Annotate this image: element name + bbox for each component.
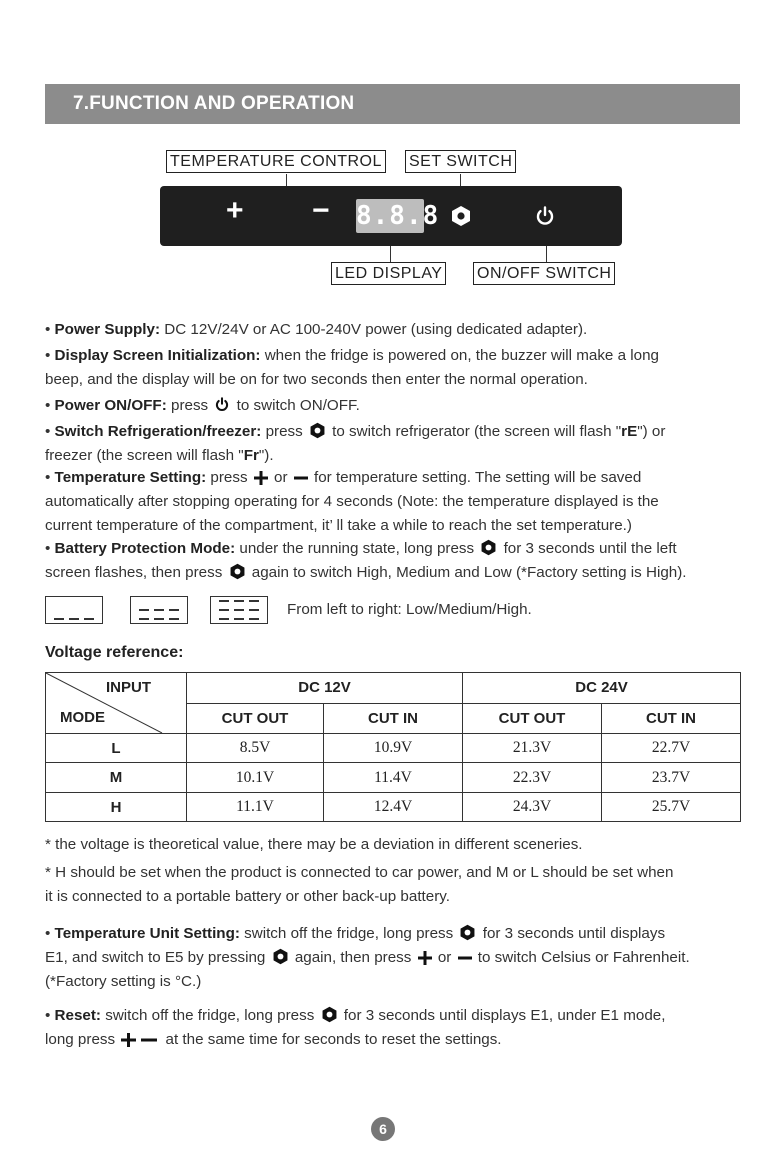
value-cell: 8.5V <box>187 734 324 763</box>
gear-icon <box>309 422 326 439</box>
level-low-indicator <box>45 596 103 624</box>
value-cell: 12.4V <box>324 793 463 822</box>
leader-line <box>286 174 287 186</box>
item-title: Display Screen Initialization <box>54 347 256 364</box>
plus-icon <box>418 951 432 965</box>
note-voltage: * the voltage is theoretical value, there may be a deviation in different sceneries. <box>45 836 583 853</box>
item-display-init: • Display Screen Initialization: when the fridge is powered on, the buzzer will make a long beep, and the display will be on for two seconds then enter the normal operation. <box>45 347 659 388</box>
power-icon <box>534 205 556 227</box>
item-title: Power Supply <box>54 321 155 338</box>
gear-icon <box>229 563 246 580</box>
gear-icon <box>272 948 289 965</box>
item-unit-setting: • Temperature Unit Setting: switch off the fridge, long press for 3 seconds until displays E1, and switch to E5 by pressing again, then press or to switch Celsius or Fahrenheit. (*Factory setting is °C.) <box>45 925 690 990</box>
item-temperature-setting: • Temperature Setting: press or for temperature setting. The setting will be saved automatically after stopping operating for 4 seconds (Note: the temperature displayed is the current temperature of the compartment, it’ ll take a while to reach the set temperature.) <box>45 469 659 534</box>
group-dc24: DC 24V <box>463 673 741 704</box>
label-led-display: LED DISPLAY <box>331 262 446 285</box>
subheader-cell: CUT IN <box>324 703 463 734</box>
header-mode: MODE <box>60 709 105 726</box>
leader-line <box>460 174 461 186</box>
group-dc12: DC 12V <box>187 673 463 704</box>
table-row <box>46 734 741 763</box>
value-cell: 25.7V <box>602 793 741 822</box>
value-cell: 11.4V <box>324 763 463 793</box>
item-switch-mode: • Switch Refrigeration/freezer: press to switch refrigerator (the screen will flash "rE") or freezer (the screen will flash "Fr"). <box>45 423 666 464</box>
plus-icon <box>254 471 268 485</box>
item-title: Power ON/OFF <box>54 397 162 414</box>
minus-icon: − <box>312 194 330 227</box>
label-on-off-switch: ON/OFF SWITCH <box>473 262 615 285</box>
section-title: 7.FUNCTION AND OPERATION <box>73 93 355 114</box>
plus-icon: + <box>226 194 244 227</box>
value-cell: 11.1V <box>187 793 324 822</box>
minus-icon <box>294 471 308 485</box>
mode-cell: L <box>46 734 187 763</box>
subheader-cell: CUT OUT <box>187 703 324 734</box>
item-reset: • Reset: switch off the fridge, long press for 3 seconds until displays E1, under E1 mode, long press at the same time for seconds to reset the settings. <box>45 1007 666 1048</box>
mode-cell: H <box>46 793 187 822</box>
input-mode-header <box>46 673 187 734</box>
item-title: Switch Refrigeration/freezer: <box>54 423 262 440</box>
section-banner <box>45 84 740 124</box>
levels-caption: From left to right: Low/Medium/High. <box>287 601 532 618</box>
gear-icon <box>480 539 497 556</box>
value-cell: 22.3V <box>463 763 602 793</box>
item-title: Temperature Unit Setting <box>54 925 235 942</box>
mode-cell: M <box>46 763 187 793</box>
table-row <box>46 793 741 822</box>
level-high-indicator <box>210 596 268 624</box>
gear-icon <box>459 924 476 941</box>
item-title: Temperature Setting <box>54 469 202 486</box>
label-set-switch: SET SWITCH <box>405 150 516 173</box>
note-mode-usage: * H should be set when the product is connected to car power, and M or L should be set when it is connected to a portable battery or other back-up battery. <box>45 864 674 905</box>
leader-line <box>390 246 391 262</box>
value-cell: 22.7V <box>602 734 741 763</box>
minus-icon <box>458 951 472 965</box>
voltage-heading: Voltage reference: <box>45 644 184 661</box>
item-title: Reset <box>54 1007 96 1024</box>
power-icon <box>214 396 230 413</box>
led-display: 8.8.8 <box>356 201 440 231</box>
item-power-onoff: • Power ON/OFF: press to switch ON/OFF. <box>45 397 360 414</box>
value-cell: 21.3V <box>463 734 602 763</box>
item-title: Battery Protection Mode <box>54 540 231 557</box>
value-cell: 24.3V <box>463 793 602 822</box>
label-temperature-control: TEMPERATURE CONTROL <box>166 150 386 173</box>
table-header-row <box>46 673 741 704</box>
value-cell: 23.7V <box>602 763 741 793</box>
value-cell: 10.9V <box>324 734 463 763</box>
plus-minus-icon <box>121 1033 159 1047</box>
item-power-supply: • Power Supply: DC 12V/24V or AC 100-240V power (using dedicated adapter). <box>45 321 588 338</box>
voltage-table <box>45 672 741 822</box>
item-battery-protection: • Battery Protection Mode: under the running state, long press for 3 seconds until the left screen flashes, then press again to switch High, Medium and Low (*Factory setting is High). <box>45 540 687 581</box>
value-cell: 10.1V <box>187 763 324 793</box>
page-number: 6 <box>371 1117 395 1141</box>
subheader-cell: CUT IN <box>602 703 741 734</box>
level-medium-indicator <box>130 596 188 624</box>
control-panel <box>160 186 622 246</box>
header-input: INPUT <box>106 679 151 696</box>
subheader-cell: CUT OUT <box>463 703 602 734</box>
table-row <box>46 763 741 793</box>
gear-icon <box>450 205 472 227</box>
gear-icon <box>321 1006 338 1023</box>
leader-line <box>546 246 547 262</box>
